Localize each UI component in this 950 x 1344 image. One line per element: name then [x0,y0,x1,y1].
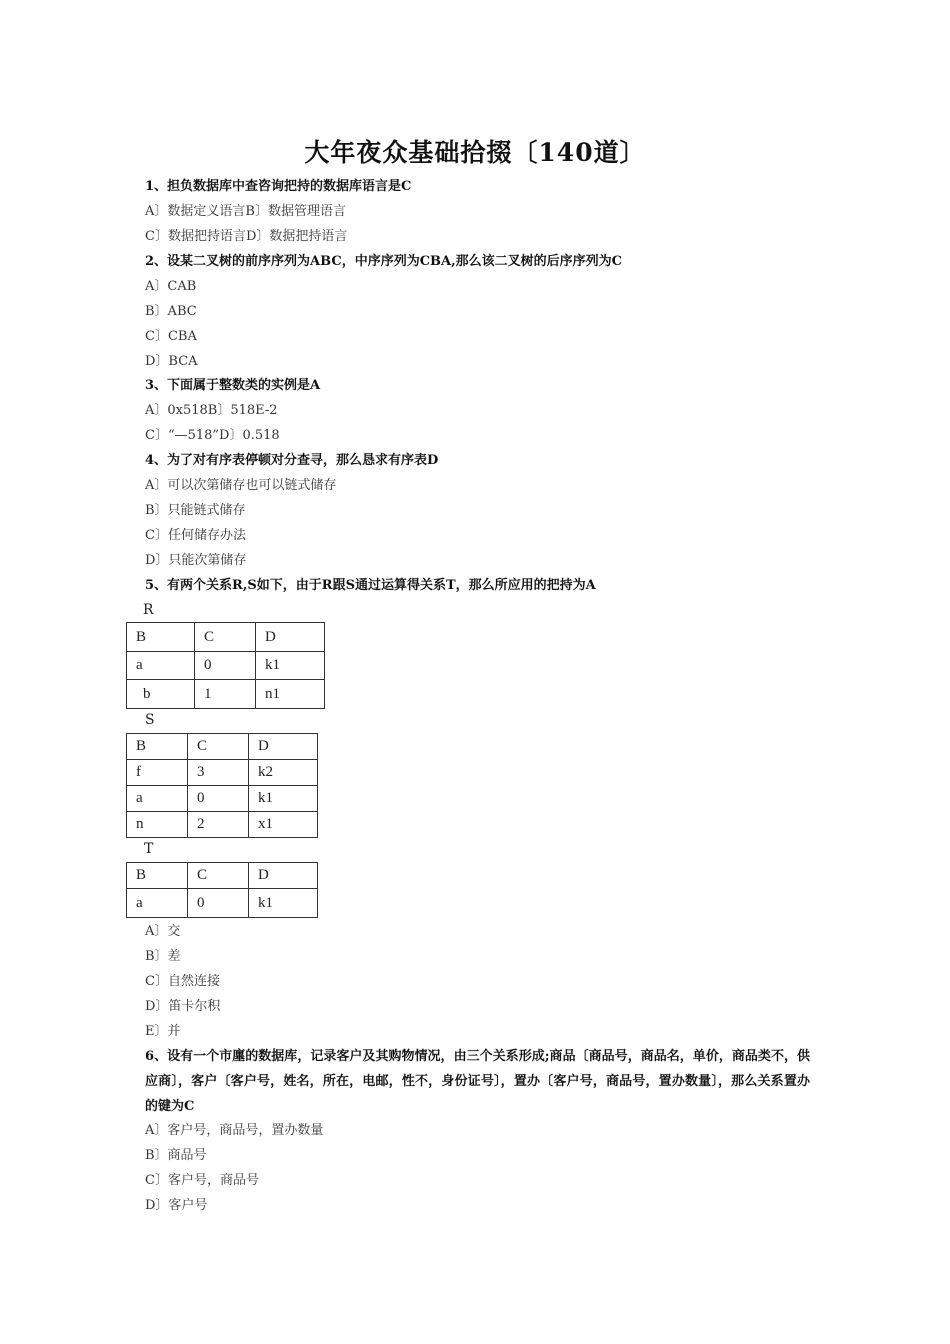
q6-option-b: B〕商品号 [145,1148,207,1163]
q5-option-b: B〕差 [145,949,181,964]
q4-option-d: D〕只能次第储存 [145,553,247,568]
q6-option-c: C〕客户号，商品号 [145,1173,259,1188]
table-row [127,680,325,709]
table-cell: B [127,863,188,889]
q4-option-a: A〕可以次第储存也可以链式储存 [145,478,337,493]
table-cell: 3 [188,760,249,786]
table-cell: a [127,652,195,680]
q6-option-a: A〕客户号，商品号，置办数量 [145,1123,324,1138]
q2-option-c: C〕CBA [145,329,197,344]
table-cell: k2 [249,760,318,786]
table-cell: B [127,623,195,652]
table-cell: 2 [188,812,249,838]
table-cell: C [188,863,249,889]
table-t-header [127,863,318,889]
table-cell: D [249,863,318,889]
table-cell: D [256,623,325,652]
table-cell: f [127,760,188,786]
table-cell: k1 [249,889,318,918]
page-title: 大年夜众基础拾掇〔140道〕 [304,138,646,167]
table-cell: C [195,623,256,652]
q2-option-d: D〕BCA [145,354,198,369]
table-s-header [127,734,318,760]
q3-option-ab: A〕0x518B〕518E-2 [145,403,278,418]
table-cell: b [127,680,195,709]
q4-option-b: B〕只能链式储存 [145,503,246,518]
q4-option-c: C〕任何储存办法 [145,528,246,543]
table-r [126,622,325,709]
table-r-header [127,623,325,652]
table-cell: 0 [195,652,256,680]
q1-option-ab: A〕数据定义语言B〕数据管理语言 [145,204,346,219]
q1-option-cd: C〕数据把持语言D〕数据把持语言 [145,229,348,244]
table-s-label: S [145,712,155,728]
q6-option-d: D〕客户号 [145,1198,208,1213]
table-t [126,862,318,918]
table-cell: a [127,889,188,918]
table-cell: 0 [188,889,249,918]
table-cell: a [127,786,188,812]
table-r-label: R [143,602,154,618]
table-cell: x1 [249,812,318,838]
q5-option-d: D〕笛卡尔积 [145,999,221,1014]
table-cell: k1 [249,786,318,812]
table-cell: 1 [195,680,256,709]
q5-option-e: E〕并 [145,1024,181,1039]
q5-option-a: A〕交 [145,924,181,939]
table-row [127,889,318,918]
table-row [127,652,325,680]
q3-option-cd: C〕“—518”D〕0.518 [145,428,280,443]
question-2: 2、设某二叉树的前序序列为ABC，中序序列为CBA,那么该二叉树的后序序列为C [145,254,623,269]
q2-option-b: B〕ABC [145,304,197,319]
table-row [127,760,318,786]
question-4: 4、为了对有序表停顿对分查寻，那么恳求有序表D [145,453,439,468]
table-cell: n [127,812,188,838]
table-t-label: T [144,841,154,857]
table-row [127,812,318,838]
table-cell: n1 [256,680,325,709]
table-cell: k1 [256,652,325,680]
table-cell: 0 [188,786,249,812]
table-cell: C [188,734,249,760]
table-cell: D [249,734,318,760]
table-row [127,786,318,812]
question-3: 3、下面属于整数类的实例是A [145,378,321,393]
q5-option-c: C〕自然连接 [145,974,220,989]
table-s [126,733,318,838]
table-cell: B [127,734,188,760]
q2-option-a: A〕CAB [145,279,197,294]
question-1: 1、担负数据库中查咨询把持的数据库语言是C [145,179,412,194]
question-6: 6、设有一个市廛的数据库，记录客户及其购物情况，由三个关系形成;商品〔商品号，商品名，单价，商品类不，供应商〕，客户〔客户号，姓名，所在，电邮，性不，身份证号〕，置办〔客户号，商品号，置办数量〕，那么关系置办的键为C [145,1049,810,1114]
question-5: 5、有两个关系R,S如下，由于R跟S通过运算得关系T，那么所应用的把持为A [145,578,596,593]
